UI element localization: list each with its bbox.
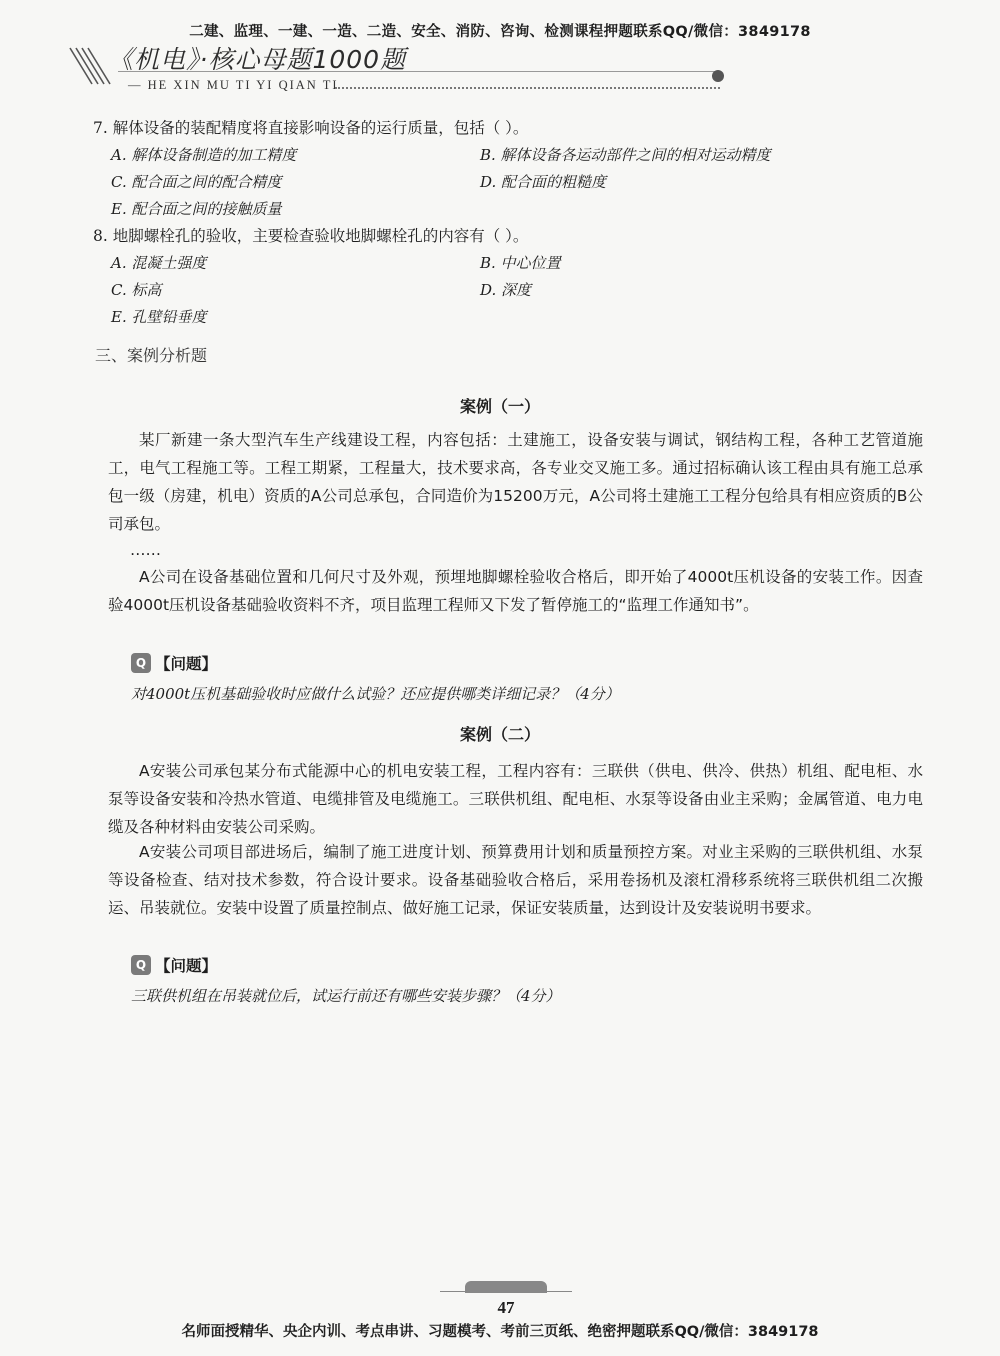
q7-option-b: B. 解体设备各运动部件之间的相对运动精度: [480, 146, 771, 164]
q7-stem: 7. 解体设备的装配精度将直接影响设备的运行质量，包括（ ）。: [93, 119, 529, 137]
case2-title: 案例（二）: [459, 725, 540, 744]
case1-question: 对4000t压机基础验收时应做什么试验？还应提供哪类详细记录？（4分）: [131, 685, 620, 703]
case2-question-header: [131, 954, 217, 976]
case1-paragraph-2: A公司在设备基础位置和几何尺寸及外观，预埋地脚螺栓验收合格后，即开始了4000t压机设备的安装工作。因查验4000t压机设备基础验收资料不齐，项目监理工程师又下发了暂停施工的“监理工作通知书”。: [108, 568, 923, 614]
case1-question-header: [131, 652, 217, 674]
q7-option-c: C. 配合面之间的配合精度: [111, 173, 282, 191]
question-badge-icon: Q: [131, 955, 151, 975]
q8-stem: 8. 地脚螺栓孔的验收，主要检查验收地脚螺栓孔的内容有（ ）。: [93, 227, 529, 245]
page-number: 47: [497, 1298, 515, 1317]
case1-ellipsis: ……: [130, 541, 161, 559]
header-ad: 二建、监理、一建、一造、二造、安全、消防、咨询、检测课程押题联系QQ/微信：3849178: [189, 24, 811, 40]
hatch-decoration-icon: [68, 46, 112, 86]
book-subtitle: — HE XIN MU TI YI QIAN TI: [128, 78, 339, 92]
book-title: 《机电》·核心母题1000题: [108, 45, 407, 74]
case1-title: 案例（一）: [459, 397, 540, 416]
case2-paragraph-1: A安装公司承包某分布式能源中心的机电安装工程，工程内容有：三联供（供电、供冷、供热）机组、配电柜、水泵等设备安装和冷热水管道、电缆排管及电缆施工。三联供机组、配电柜、水泵等设备由业主采购；金属管道、电力电缆及各种材料由安装公司采购。: [108, 762, 923, 836]
section-title: 三、案例分析题: [95, 346, 208, 365]
q8-option-b: B. 中心位置: [480, 254, 561, 272]
header-rule-dot: [712, 70, 724, 82]
q8-option-d: D. 深度: [480, 281, 532, 299]
case2-question: 三联供机组在吊装就位后，试运行前还有哪些安装步骤？（4分）: [131, 987, 561, 1005]
case1-question-label: 【问题】: [155, 655, 218, 673]
case2-question-label: 【问题】: [155, 957, 218, 975]
case2-paragraph-2: A安装公司项目部进场后，编制了施工进度计划、预算费用计划和质量预控方案。对业主采购的三联供机组、水泵等设备检查、结对技术参数，符合设计要求。设备基础验收合格后，采用卷扬机及滚杠滑移系统将三联供机组二次搬运、吊装就位。安装中设置了质量控制点、做好施工记录，保证安装质量，达到设计及安装说明书要求。: [108, 843, 923, 917]
q8-option-e: E. 孔壁铅垂度: [111, 308, 207, 326]
question-badge-icon: Q: [131, 653, 151, 673]
case1-paragraph-1: 某厂新建一条大型汽车生产线建设工程，内容包括：土建施工，设备安装与调试，钢结构工程，各种工艺管道施工，电气工程施工等。工程工期紧，工程量大，技术要求高，各专业交叉施工多。通过招标确认该工程由具有施工总承包一级（房建，机电）资质的A公司总承包，合同造价为15200万元，A公司将土建施工工程分包给具有相应资质的B公司承包。: [108, 431, 923, 533]
q7-option-d: D. 配合面的粗糙度: [480, 173, 607, 191]
q7-option-a: A. 解体设备制造的加工精度: [111, 146, 297, 164]
page-number-tab: [465, 1281, 547, 1293]
q8-option-a: A. 混凝土强度: [111, 254, 207, 272]
header-dotted-rule: [335, 87, 720, 89]
footer-ad: 名师面授精华、央企内训、考点串讲、习题模考、考前三页纸、绝密押题联系QQ/微信：3849178: [181, 1324, 819, 1340]
q8-option-c: C. 标高: [111, 281, 162, 299]
q7-option-e: E. 配合面之间的接触质量: [111, 200, 282, 218]
